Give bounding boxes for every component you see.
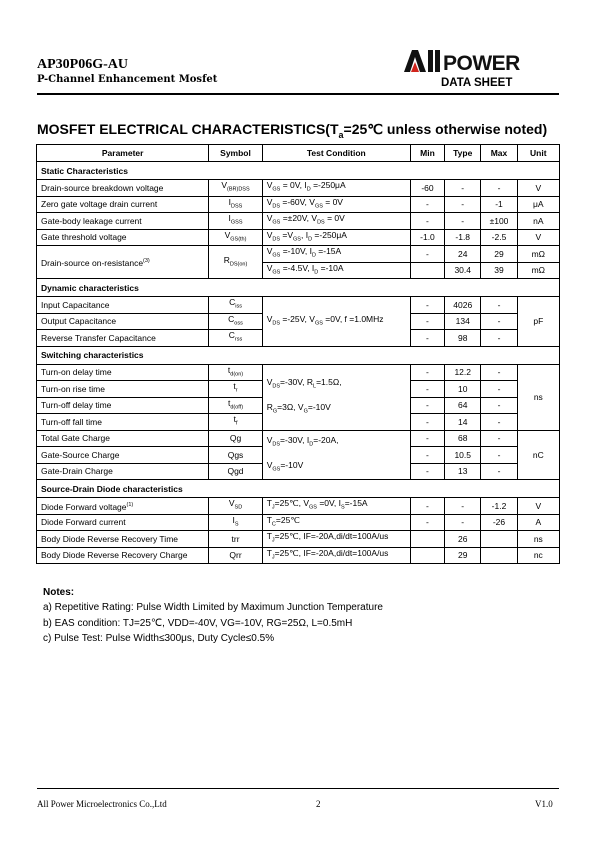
param-cell: Input Capacitance (37, 297, 209, 314)
notes-title: Notes: (43, 587, 75, 598)
max-cell: - (481, 414, 517, 431)
unit-cell: ns (517, 531, 559, 548)
unit-cell: nA (517, 213, 559, 230)
param-cell: Output Capacitance (37, 313, 209, 330)
min-cell: - (410, 246, 444, 263)
param-cell: Gate-Source Charge (37, 447, 209, 464)
table-row (37, 180, 560, 197)
max-cell: - (481, 180, 517, 197)
typ-cell: 29 (445, 547, 481, 564)
column-header: Test Condition (262, 145, 410, 162)
typ-cell: 14 (445, 414, 481, 431)
symbol-cell: $C_{iss}$ (209, 297, 262, 314)
condition-cell: $V_{DS} =-60V$, $V_{GS} = 0V$ (262, 196, 410, 213)
max-cell: 39 (481, 262, 517, 279)
typ-cell: 10 (445, 381, 481, 398)
symbol-cell: $t_r$ (209, 381, 262, 398)
section-header: Dynamic characteristics (37, 279, 560, 297)
max-cell: - (481, 463, 517, 480)
table-row (37, 364, 560, 381)
table-section-row (37, 279, 560, 297)
min-cell: - (410, 330, 444, 347)
column-header: Max (481, 145, 517, 162)
unit-cell: mΩ (517, 246, 559, 263)
param-cell: Gate-body leakage current (37, 213, 209, 230)
table-row (37, 213, 560, 230)
unit-cell: nc (517, 547, 559, 564)
max-cell: - (481, 430, 517, 447)
min-cell (410, 531, 444, 548)
section-header: Switching characteristics (37, 346, 560, 364)
symbol-cell: $I_{DSS}$ (209, 196, 262, 213)
table-row (37, 430, 560, 447)
section-title: MOSFET ELECTRICAL $CHARACTERISTICS(T_a=25℃$ unless otherwise noted) (37, 121, 548, 140)
min-cell: - (410, 397, 444, 414)
symbol-cell: $C_{oss}$ (209, 313, 262, 330)
section-header: Source-Drain Diode characteristics (37, 480, 560, 498)
condition-cell: $V_{DS}=-30V$, $R_L=1.5\Omega$, $R_G=3\Omega$, $V_G=-10V$ (262, 364, 410, 430)
param-cell: Diode Forward current (37, 514, 209, 531)
min-cell: - (410, 297, 444, 314)
unit-cell: mΩ (517, 262, 559, 279)
section-header: Static Characteristics (37, 162, 560, 180)
characteristics-table (36, 144, 560, 564)
param-cell: Gate threshold voltage (37, 229, 209, 246)
condition-cell: $T_J=25℃$, IF=-20A,di/dt=100A/us (262, 531, 410, 548)
table-row (37, 498, 560, 515)
footer-page-number: 2 (316, 799, 321, 809)
max-cell: -26 (481, 514, 517, 531)
table-section-row (37, 346, 560, 364)
param-cell: Turn-on rise time (37, 381, 209, 398)
min-cell: - (410, 463, 444, 480)
note-a: a) Repetitive Rating: Pulse Width Limited by Maximum Junction Temperature (43, 602, 383, 613)
min-cell: - (410, 447, 444, 464)
typ-cell: 4026 (445, 297, 481, 314)
min-cell: - (410, 213, 444, 230)
table-header-row (37, 145, 560, 162)
typ-cell: - (445, 514, 481, 531)
symbol-cell: $C_{rss}$ (209, 330, 262, 347)
table-row (37, 229, 560, 246)
column-header: Parameter (37, 145, 209, 162)
symbol-cell: $V_{(BR)DSS}$ (209, 180, 262, 197)
param-cell: Turn-off fall time (37, 414, 209, 431)
param-cell: Gate-Drain Charge (37, 463, 209, 480)
typ-cell: 64 (445, 397, 481, 414)
symbol-cell: Qrr (209, 547, 262, 564)
param-cell: Zero gate voltage drain current (37, 196, 209, 213)
note-c: c) Pulse Test: Pulse Width≤300μs, Duty Cycle≤0.5% (43, 633, 275, 644)
table-row (37, 531, 560, 548)
max-cell (481, 531, 517, 548)
typ-cell: - (445, 498, 481, 515)
param-cell: Turn-on delay time (37, 364, 209, 381)
min-cell: - (410, 498, 444, 515)
symbol-cell: $t_{d(off)}$ (209, 397, 262, 414)
symbol-cell: Qgs (209, 447, 262, 464)
symbol-cell: $t_{d(on)}$ (209, 364, 262, 381)
min-cell: -60 (410, 180, 444, 197)
symbol-cell: $V_{SD}$ (209, 498, 262, 515)
min-cell (410, 547, 444, 564)
footer-company: All Power Microelectronics Co.,Ltd (37, 799, 167, 809)
min-cell: - (410, 514, 444, 531)
symbol-cell: $I_S$ (209, 514, 262, 531)
max-cell: - (481, 397, 517, 414)
min-cell: - (410, 381, 444, 398)
param-cell: Body Diode Reverse Recovery Charge (37, 547, 209, 564)
min-cell: - (410, 430, 444, 447)
min-cell: - (410, 196, 444, 213)
unit-cell: ns (517, 364, 559, 430)
param-cell: Turn-off delay time (37, 397, 209, 414)
typ-cell: 12.2 (445, 364, 481, 381)
table-row (37, 297, 560, 314)
symbol-cell: Qgd (209, 463, 262, 480)
part-number: AP30P06G-AU (37, 57, 128, 72)
condition-cell: $T_J=25℃$, $V_{GS} =0V$, $I_S=-15A$ (262, 498, 410, 515)
allpower-logo (404, 50, 550, 72)
condition-cell: $T_J=25℃$, IF=-20A,di/dt=100A/us (262, 547, 410, 564)
condition-cell: $V_{GS} =-4.5V$, $I_D =-10A$ (262, 262, 410, 279)
typ-cell: 134 (445, 313, 481, 330)
typ-cell: - (445, 196, 481, 213)
min-cell: - (410, 414, 444, 431)
typ-cell: 68 (445, 430, 481, 447)
typ-cell: 10.5 (445, 447, 481, 464)
param-cell: Body Diode Reverse Recovery Time (37, 531, 209, 548)
data-sheet-label: DATA SHEET (441, 77, 513, 89)
min-cell: - (410, 313, 444, 330)
column-header: Unit (517, 145, 559, 162)
param-cell: Reverse Transfer Capacitance (37, 330, 209, 347)
max-cell: - (481, 297, 517, 314)
min-cell: -1.0 (410, 229, 444, 246)
param-cell: Total Gate Charge (37, 430, 209, 447)
typ-cell: 30.4 (445, 262, 481, 279)
unit-cell: nC (517, 430, 559, 480)
typ-cell: -1.8 (445, 229, 481, 246)
footer-rule (37, 788, 559, 789)
condition-cell: $T_C=25℃$ (262, 514, 410, 531)
table-row (37, 246, 560, 263)
unit-cell: μA (517, 196, 559, 213)
max-cell: - (481, 364, 517, 381)
column-header: Symbol (209, 145, 262, 162)
unit-cell: pF (517, 297, 559, 347)
symbol-cell: $V_{GS(th)}$ (209, 229, 262, 246)
max-cell: - (481, 447, 517, 464)
condition-cell: $V_{GS} = 0V$, $I_D =-250\mu A$ (262, 180, 410, 197)
table-section-row (37, 480, 560, 498)
max-cell (481, 547, 517, 564)
header-rule (37, 93, 559, 95)
unit-cell: A (517, 514, 559, 531)
condition-cell: $V_{DS} =V_{GS}$, $I_D =-250\mu A$ (262, 229, 410, 246)
unit-cell: V (517, 180, 559, 197)
max-cell: - (481, 330, 517, 347)
min-cell (410, 262, 444, 279)
table-row (37, 196, 560, 213)
param-cell: Drain-source on-resistance$^{(3)}$ (37, 246, 209, 279)
max-cell: -1 (481, 196, 517, 213)
max-cell: -1.2 (481, 498, 517, 515)
part-subtitle: P-Channel Enhancement Mosfet (37, 74, 218, 85)
unit-cell: V (517, 498, 559, 515)
param-cell: Diode Forward voltage$^{(1)}$ (37, 498, 209, 515)
typ-cell: 26 (445, 531, 481, 548)
table-row (37, 547, 560, 564)
typ-cell: 13 (445, 463, 481, 480)
table-section-row (37, 162, 560, 180)
table-row (37, 514, 560, 531)
symbol-cell: $I_{GSS}$ (209, 213, 262, 230)
symbol-cell: trr (209, 531, 262, 548)
condition-cell: $V_{GS} =-10V$, $I_D =-15A$ (262, 246, 410, 263)
note-b: b) EAS condition: TJ=25℃, VDD=-40V, VG=-10V, RG=25Ω, L=0.5mH (43, 618, 353, 629)
max-cell: -2.5 (481, 229, 517, 246)
logo-text: POWER (443, 52, 520, 72)
typ-cell: 24 (445, 246, 481, 263)
unit-cell: V (517, 229, 559, 246)
max-cell: - (481, 381, 517, 398)
condition-cell: $V_{DS} =-25V$, $V_{GS} =0V$, f =1.0MHz (262, 297, 410, 347)
symbol-cell: Qg (209, 430, 262, 447)
symbol-cell: $t_f$ (209, 414, 262, 431)
min-cell: - (410, 364, 444, 381)
max-cell: - (481, 313, 517, 330)
max-cell: 29 (481, 246, 517, 263)
param-cell: Drain-source breakdown voltage (37, 180, 209, 197)
footer-version: V1.0 (535, 799, 553, 809)
typ-cell: 98 (445, 330, 481, 347)
typ-cell: - (445, 213, 481, 230)
column-header: Type (445, 145, 481, 162)
condition-cell: $V_{DS}=-30V$, $I_D=-20A$, $V_{GS}=-10V$ (262, 430, 410, 480)
typ-cell: - (445, 180, 481, 197)
condition-cell: $V_{GS} =\pm 20V$, $V_{DS} = 0V$ (262, 213, 410, 230)
max-cell: ±100 (481, 213, 517, 230)
symbol-cell: $R_{DS(on)}$ (209, 246, 262, 279)
column-header: Min (410, 145, 444, 162)
